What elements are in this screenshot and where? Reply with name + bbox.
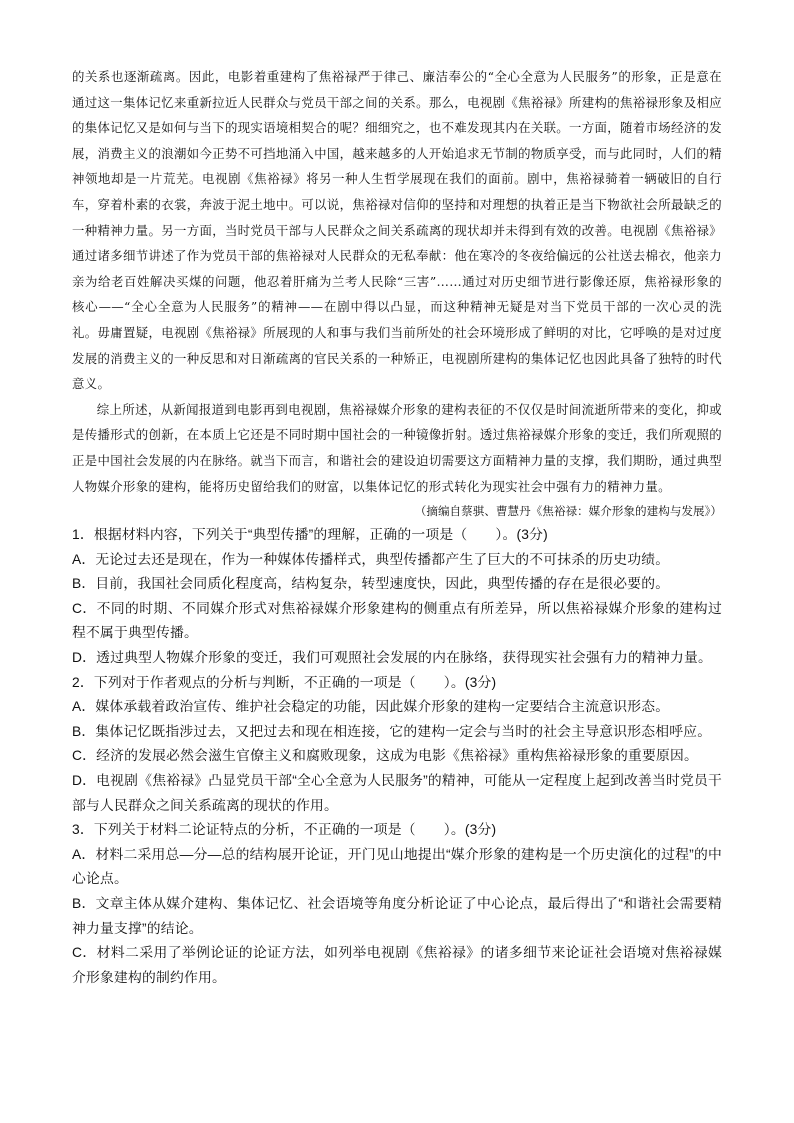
question-stem: 1．根据材料内容，下列关于“典型传播”的理解，正确的一项是（ ）。(3分) [72,527,548,543]
option-text: A．媒体承载着政治宣传、维护社会稳定的功能，因此媒介形象的建构一定要结合主流意识形态。 [72,699,670,715]
option-text: C．经济的发展必然会滋生官僚主义和腐败现象，这成为电影《焦裕禄》重构焦裕禄形象的重要原因。 [72,748,699,764]
question-stem: 2．下列对于作者观点的分析与判断，不正确的一项是（ ）。(3分) [72,674,497,690]
reading-passage [72,64,722,499]
source-citation: （摘编自蔡骐、曹慧丹《焦裕禄：媒介形象的建构与发展》） [414,504,722,519]
passage-paragraph: 综上所述，从新闻报道到电影再到电视剧，焦裕禄媒介形象的建构表征的不仅仅是时间流逝所带来的变化，抑或是传播形式的创新，在本质上它还是不同时期中国社会的一种镜像折射。透过焦裕禄媒介形象的变迁，我们所观照的正是中国社会发展的内在脉络。就当下而言，和谐社会的建设迫切需要这方面精神力量的支撑，我们期盼，通过典型人物媒介形象的建构，能将历史留给我们的财富，以集体记忆的形式转化为现实社会中强有力的精神力量。 [72,401,722,494]
question-list [72,523,722,990]
option-text: D．电视剧《焦裕禄》凸显党员干部“全心全意为人民服务”的精神，可能从一定程度上起到改善当时党员干部与人民群众之间关系疏离的现状的作用。 [72,773,722,813]
document-page [72,64,722,990]
option-text: A．无论过去还是现在，作为一种媒体传播样式，典型传播都产生了巨大的不可抹杀的历史功绩。 [72,551,670,567]
question-stem: 3．下列关于材料二论证特点的分析，不正确的一项是（ ）。(3分) [72,822,497,838]
passage-paragraph: 的关系也逐渐疏离。因此，电影着重建构了焦裕禄严于律己、廉洁奉公的“全心全意为人民服务”的形象，正是意在通过这一集体记忆来重新拉近人民群众与党员干部之间的关系。那么，电视剧《焦裕禄》所建构的焦裕禄形象及相应的集体记忆又是如何与当下的现实语境相契合的呢？细细究之，也不难发现其内在关联。一方面，随着市场经济的发展，消费主义的浪潮如今正势不可挡地涌入中国，越来越多的人开始追求无节制的物质享受，而与此同时，人们的精神领地却是一片荒芜。电视剧《焦裕禄》将另一种人生哲学展现在我们的面前。剧中，焦裕禄骑着一辆破旧的自行车，穿着朴素的衣裳，奔波于泥土地中。可以说，焦裕禄对信仰的坚持和对理想的执着正是当下物欲社会所最缺乏的一种精神力量。另一方面，当时党员干部与人民群众之间关系疏离的现状却并未得到有效的改善。电视剧《焦裕禄》通过诸多细节讲述了作为党员干部的焦裕禄对人民群众的无私奉献：他在寒冷的冬夜给偏远的公社送去棉衣，他亲力亲为给老百姓解决买煤的问题，他忍着肝痛为兰考人民除“三害”……通过对历史细节进行影像还原，焦裕禄形象的核心——“全心全意为人民服务”的精神——在剧中得以凸显，而这种精神无疑是对当下党员干部的一次心灵的洗礼。毋庸置疑，电视剧《焦裕禄》所展现的人和事与我们当前所处的社会环境形成了鲜明的对比，它呼唤的是对过度发展的消费主义的一种反思和对日渐疏离的官民关系的一种矫正，电视剧所建构的集体记忆也因此具备了独特的时代意义。 [72,69,722,392]
option-text: C．不同的时期、不同媒介形式对焦裕禄媒介形象建构的侧重点有所差异，所以焦裕禄媒介形象的建构过程不属于典型传播。 [72,600,722,641]
option-text: A．材料二采用总—分—总的结构展开论证，开门见山地提出“媒介形象的建构是一个历史演化的过程”的中心论点。 [72,846,722,887]
option-text: B．集体记忆既指涉过去，又把过去和现在相连接，它的建构一定会与当时的社会主导意识形态相呼应。 [72,723,712,739]
option-text: B．文章主体从媒介建构、集体记忆、社会语境等角度分析论证了中心论点，最后得出了“和谐社会需要精神力量支撑”的结论。 [72,896,722,936]
option-text: C．材料二采用了举例论证的论证方法，如列举电视剧《焦裕禄》的诸多细节来论证社会语境对焦裕禄媒介形象建构的制约作用。 [72,945,722,985]
option-text: B．目前，我国社会同质化程度高，结构复杂，转型速度快，因此，典型传播的存在是很必要的。 [72,576,670,592]
option-text: D．透过典型人物媒介形象的变迁，我们可观照社会发展的内在脉络，获得现实社会强有力的精神力量。 [72,650,713,666]
